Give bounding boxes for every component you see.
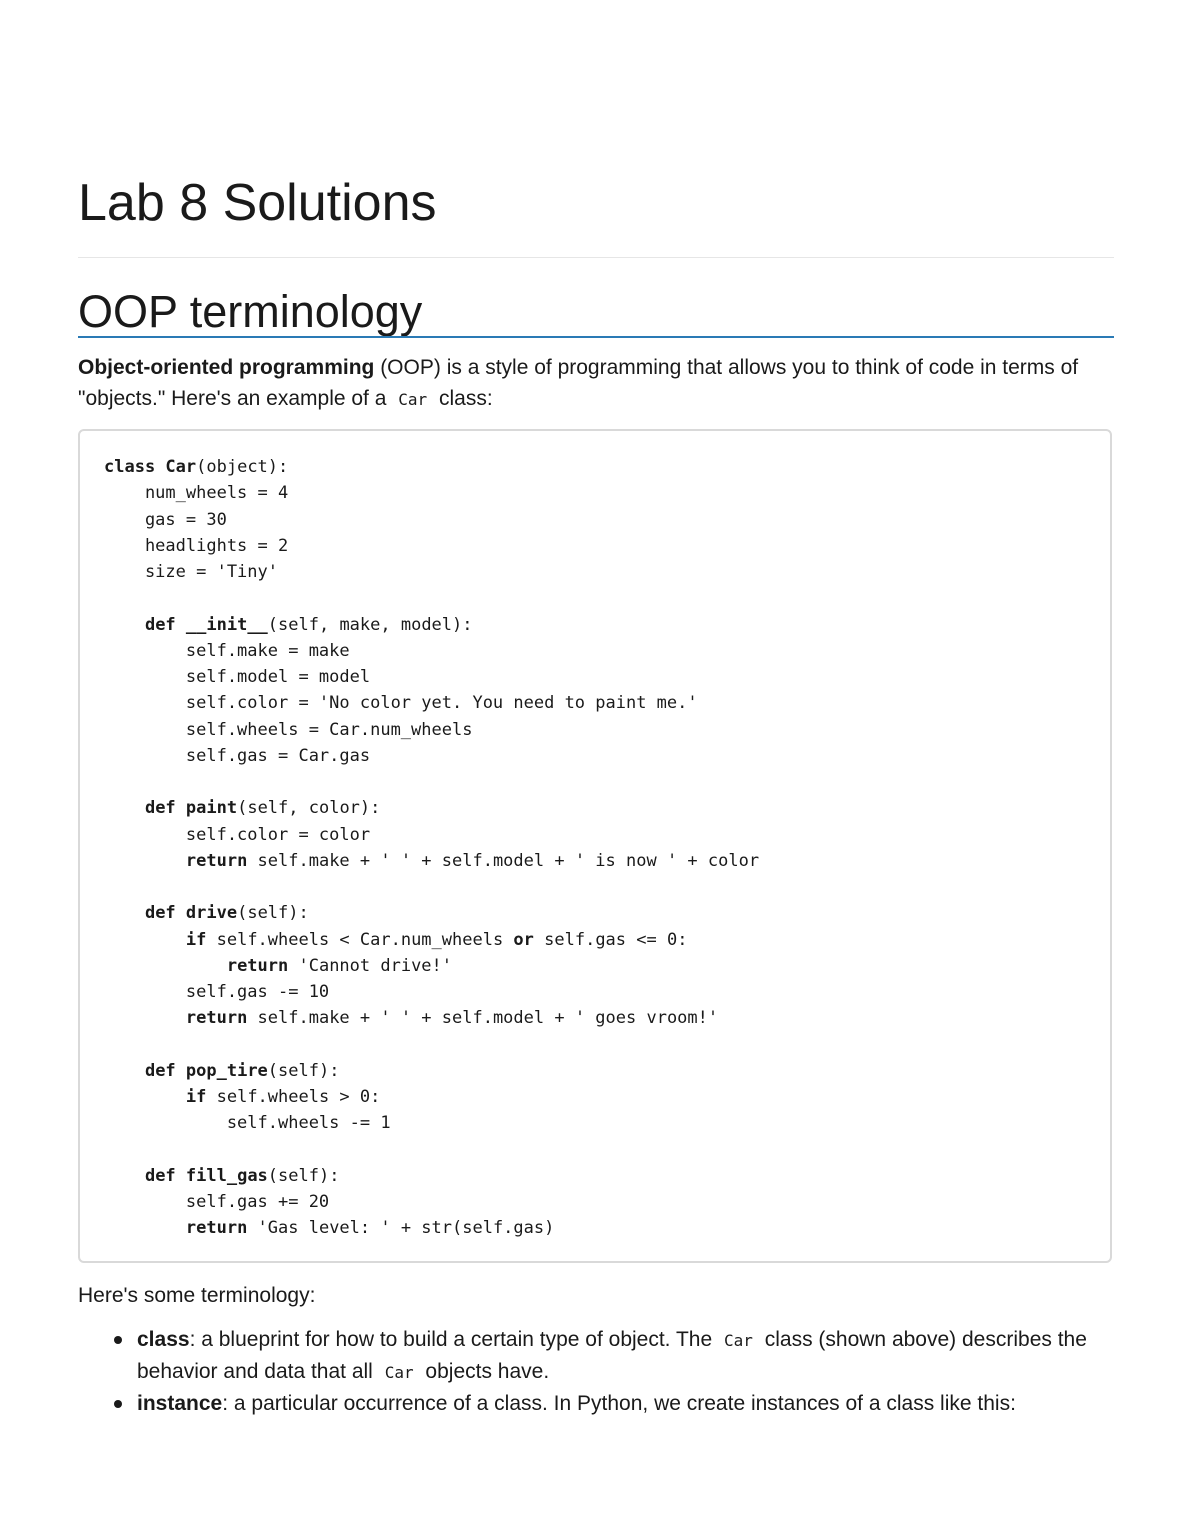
code-token xyxy=(104,903,145,923)
code-token: self.model = model xyxy=(104,667,371,687)
term-inline-code: Car xyxy=(724,1331,753,1350)
code-line xyxy=(104,848,759,874)
code-line xyxy=(104,769,759,795)
section-heading: OOP terminology xyxy=(78,286,423,337)
term-text: objects have. xyxy=(419,1360,550,1383)
term-label: instance xyxy=(137,1392,223,1415)
code-keyword: return xyxy=(185,850,248,871)
bullet-icon xyxy=(114,1400,122,1408)
code-token: (self, make, model): xyxy=(267,614,473,635)
intro-text-part-1: (OOP) is a style of programming that allows you to think of code in terms of "objects." Here's an example of a xyxy=(78,356,1079,410)
section-divider xyxy=(78,336,1114,338)
code-token: self.gas = Car.gas xyxy=(104,745,371,766)
code-token xyxy=(104,1218,186,1238)
code-token: self.gas += 20 xyxy=(104,1192,330,1212)
code-keyword: paint xyxy=(185,798,238,819)
code-token: self.make + ' ' + self.model + ' is now ' + color xyxy=(247,850,760,871)
code-line xyxy=(104,1032,759,1058)
code-token: (self): xyxy=(267,1060,340,1081)
code-token: (self): xyxy=(267,1165,340,1186)
code-token: num_wheels = 4 xyxy=(104,483,289,504)
terms-list xyxy=(78,1324,1114,1419)
code-line xyxy=(104,612,759,638)
code-keyword: Car xyxy=(165,457,197,477)
code-line xyxy=(104,1189,759,1215)
code-token xyxy=(104,1087,186,1107)
code-token: self.make = make xyxy=(104,640,350,661)
list-item xyxy=(78,1324,1114,1388)
code-token: self.gas <= 0: xyxy=(533,929,688,950)
intro-bold-term: Object-oriented programming xyxy=(78,356,375,379)
code-line xyxy=(104,454,759,480)
code-token: (self, color): xyxy=(237,798,381,819)
code-keyword: class xyxy=(104,457,166,477)
code-line xyxy=(104,559,759,585)
code-line xyxy=(104,1163,759,1189)
code-token xyxy=(104,930,186,950)
code-line xyxy=(104,1005,759,1031)
code-keyword: __init__ xyxy=(185,614,268,635)
code-line xyxy=(104,1215,759,1241)
code-token: self.wheels > 0: xyxy=(206,1087,381,1107)
code-token xyxy=(104,798,145,818)
code-line xyxy=(104,874,759,900)
code-line xyxy=(104,664,759,690)
code-token xyxy=(104,851,186,871)
code-line xyxy=(104,1110,759,1136)
list-item xyxy=(78,1388,1114,1419)
code-keyword: def xyxy=(144,798,186,819)
code-line xyxy=(104,979,759,1005)
page-title: Lab 8 Solutions xyxy=(78,174,437,232)
code-line xyxy=(104,900,759,926)
term-text: : a particular occurrence of a class. In Python, we create instances of a class like this: xyxy=(222,1392,1016,1415)
code-line xyxy=(104,690,759,716)
code-keyword: drive xyxy=(185,903,238,924)
code-keyword: if xyxy=(185,929,207,950)
code-line xyxy=(104,822,759,848)
term-text: : a blueprint for how to build a certain type of object. The xyxy=(189,1328,718,1351)
code-line xyxy=(104,533,759,559)
code-line xyxy=(104,927,759,953)
code-line xyxy=(104,480,759,506)
code-line xyxy=(104,953,759,979)
code-line xyxy=(104,1137,759,1163)
code-line xyxy=(104,1058,759,1084)
code-token xyxy=(104,1008,186,1028)
code-token: self.gas -= 10 xyxy=(104,982,330,1002)
code-token: self.color = 'No color yet. You need to paint me.' xyxy=(104,693,698,714)
code-token: self.wheels -= 1 xyxy=(104,1113,391,1134)
code-listing xyxy=(104,454,759,1242)
code-keyword: def xyxy=(144,1165,186,1186)
intro-paragraph xyxy=(78,352,1114,415)
code-keyword: pop_tire xyxy=(185,1060,268,1081)
code-token xyxy=(104,956,227,976)
code-line xyxy=(104,743,759,769)
code-token xyxy=(104,615,145,635)
code-keyword: return xyxy=(185,1008,248,1029)
code-line xyxy=(104,585,759,611)
intro-inline-code: Car xyxy=(398,390,428,409)
code-keyword: return xyxy=(226,955,289,976)
code-token: (self): xyxy=(237,903,309,924)
code-keyword: def xyxy=(144,903,186,924)
code-token: self.color = color xyxy=(104,824,371,845)
code-keyword: or xyxy=(513,929,534,950)
code-token: size = 'Tiny' xyxy=(104,562,278,582)
code-token: self.make + ' ' + self.model + ' goes vroom!' xyxy=(247,1008,719,1029)
code-token: self.wheels = Car.num_wheels xyxy=(104,719,473,740)
bullet-icon xyxy=(114,1336,122,1344)
code-token xyxy=(104,1166,145,1186)
code-keyword: def xyxy=(144,614,186,635)
term-inline-code: Car xyxy=(384,1363,414,1382)
code-token xyxy=(104,1061,145,1081)
code-token: (object): xyxy=(196,457,289,477)
code-block xyxy=(78,429,1112,1263)
code-token: self.wheels < Car.num_wheels xyxy=(206,929,514,950)
code-keyword: fill_gas xyxy=(185,1165,268,1186)
code-line xyxy=(104,717,759,743)
code-token: headlights = 2 xyxy=(104,535,289,556)
code-token: 'Gas level: ' + str(self.gas) xyxy=(247,1218,555,1239)
terms-intro: Here's some terminology: xyxy=(78,1284,316,1307)
code-line xyxy=(104,1084,759,1110)
term-label: class xyxy=(137,1328,190,1351)
code-line xyxy=(104,507,759,533)
code-token: 'Cannot drive!' xyxy=(288,955,453,976)
code-line xyxy=(104,638,759,664)
code-keyword: return xyxy=(185,1218,248,1239)
code-keyword: if xyxy=(185,1087,207,1107)
code-line xyxy=(104,795,759,821)
term-text: class (shown above) describes the behavior and data that all xyxy=(137,1328,1087,1383)
intro-text-part-2: class: xyxy=(433,387,493,410)
code-keyword: def xyxy=(144,1060,186,1081)
code-token: gas = 30 xyxy=(104,509,227,530)
title-divider xyxy=(78,257,1114,258)
